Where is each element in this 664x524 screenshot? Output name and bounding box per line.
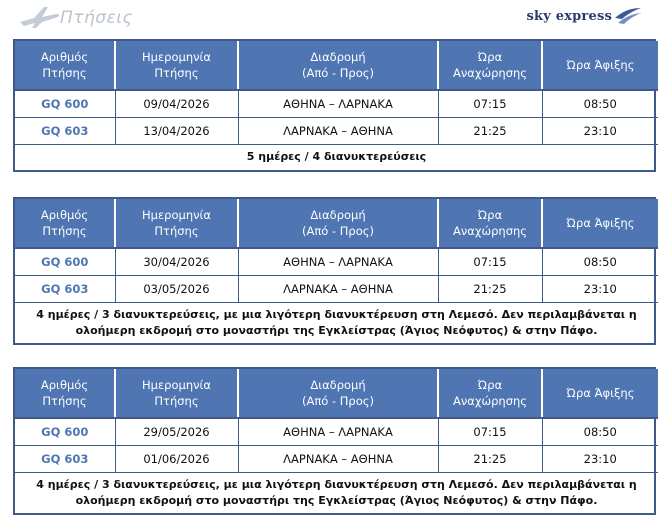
- flight-block-1: [13, 39, 656, 172]
- col-header-arrival: Ώρα Άφιξης: [542, 199, 658, 248]
- table-row: [15, 275, 658, 302]
- flight-number: GQ 603: [15, 275, 115, 302]
- flight-table: [15, 41, 658, 170]
- page-header: [0, 0, 664, 36]
- trip-note: 5 ημέρες / 4 διανυκτερεύσεις: [246, 150, 427, 164]
- table-row: [15, 117, 658, 144]
- flight-route: ΑΘΗΝΑ – ΛΑΡΝΑΚΑ: [238, 90, 438, 117]
- col-header-route: Διαδρομή (Από - Προς): [238, 41, 438, 90]
- note-row: [15, 472, 658, 513]
- airplane-icon: [18, 4, 62, 30]
- flight-table: [15, 199, 658, 343]
- arrival-time: 23:10: [542, 275, 658, 302]
- flights-section-logo: [18, 4, 148, 34]
- brand-wing-icon: [614, 6, 642, 26]
- col-header-departure: Ώρα Αναχώρησης: [438, 199, 542, 248]
- col-header-flight-number: Αριθμός Πτήσης: [15, 41, 115, 90]
- col-header-flight-date: Ημερομηνία Πτήσης: [115, 369, 238, 418]
- col-header-flight-date: Ημερομηνία Πτήσης: [115, 199, 238, 248]
- arrival-time: 08:50: [542, 418, 658, 445]
- col-header-departure: Ώρα Αναχώρησης: [438, 41, 542, 90]
- flight-date: 29/05/2026: [115, 418, 238, 445]
- flight-route: ΛΑΡΝΑΚΑ – ΑΘΗΝΑ: [238, 117, 438, 144]
- flight-block-3: [13, 367, 656, 515]
- departure-time: 21:25: [438, 117, 542, 144]
- note-row: [15, 302, 658, 343]
- flight-number: GQ 603: [15, 117, 115, 144]
- flight-number: GQ 600: [15, 90, 115, 117]
- flight-route: ΑΘΗΝΑ – ΛΑΡΝΑΚΑ: [238, 248, 438, 275]
- table-row: [15, 90, 658, 117]
- flight-number: GQ 600: [15, 418, 115, 445]
- col-header-route: Διαδρομή (Από - Προς): [238, 199, 438, 248]
- col-header-flight-number: Αριθμός Πτήσης: [15, 369, 115, 418]
- arrival-time: 08:50: [542, 90, 658, 117]
- col-header-route: Διαδρομή (Από - Προς): [238, 369, 438, 418]
- note-row: [15, 144, 658, 170]
- flight-number: GQ 600: [15, 248, 115, 275]
- flight-date: 09/04/2026: [115, 90, 238, 117]
- arrival-time: 23:10: [542, 117, 658, 144]
- trip-note: 4 ημέρες / 3 διανυκτερεύσεις, με μια λιγότερη διανυκτέρευση στη Λεμεσό. Δεν περιλαμβάνεται η ολοήμερη εκδρομή στο μοναστήρι της Εγκλείστρας (Άγιος Νεόφυτος) & στην Πάφο.: [36, 307, 637, 337]
- col-header-flight-date: Ημερομηνία Πτήσης: [115, 41, 238, 90]
- departure-time: 07:15: [438, 90, 542, 117]
- col-header-arrival: Ώρα Άφιξης: [542, 369, 658, 418]
- table-row: [15, 445, 658, 472]
- col-header-departure: Ώρα Αναχώρησης: [438, 369, 542, 418]
- col-header-flight-number: Αριθμός Πτήσης: [15, 199, 115, 248]
- sky-express-logo: [512, 6, 642, 28]
- departure-time: 21:25: [438, 445, 542, 472]
- table-row: [15, 248, 658, 275]
- section-title: Πτήσεις: [60, 8, 133, 28]
- flight-table: [15, 369, 658, 513]
- flight-date: 03/05/2026: [115, 275, 238, 302]
- arrival-time: 23:10: [542, 445, 658, 472]
- flight-route: ΑΘΗΝΑ – ΛΑΡΝΑΚΑ: [238, 418, 438, 445]
- flight-date: 13/04/2026: [115, 117, 238, 144]
- table-header-row: [15, 41, 658, 90]
- brand-name: sky express: [526, 9, 612, 24]
- table-header-row: [15, 199, 658, 248]
- col-header-arrival: Ώρα Άφιξης: [542, 41, 658, 90]
- arrival-time: 08:50: [542, 248, 658, 275]
- flight-date: 30/04/2026: [115, 248, 238, 275]
- flight-route: ΛΑΡΝΑΚΑ – ΑΘΗΝΑ: [238, 445, 438, 472]
- table-row: [15, 418, 658, 445]
- flight-date: 01/06/2026: [115, 445, 238, 472]
- departure-time: 07:15: [438, 248, 542, 275]
- flight-block-2: [13, 197, 656, 345]
- departure-time: 07:15: [438, 418, 542, 445]
- flight-number: GQ 603: [15, 445, 115, 472]
- table-header-row: [15, 369, 658, 418]
- flight-route: ΛΑΡΝΑΚΑ – ΑΘΗΝΑ: [238, 275, 438, 302]
- trip-note: 4 ημέρες / 3 διανυκτερεύσεις, με μια λιγότερη διανυκτέρευση στη Λεμεσό. Δεν περιλαμβάνεται η ολοήμερη εκδρομή στο μοναστήρι της Εγκλείστρας (Άγιος Νεόφυτος) & στην Πάφο.: [36, 477, 637, 507]
- departure-time: 21:25: [438, 275, 542, 302]
